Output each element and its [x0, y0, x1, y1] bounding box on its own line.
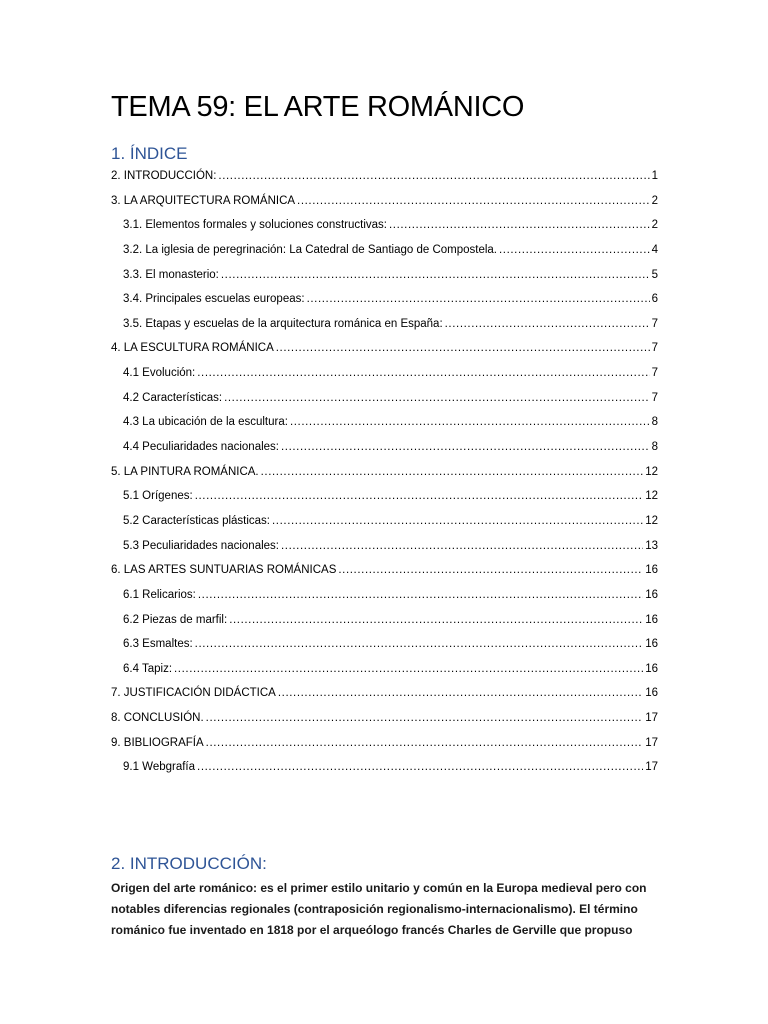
- toc-entry[interactable]: [111, 435, 658, 460]
- toc-entry[interactable]: [111, 681, 658, 706]
- toc-entry-page: 13: [645, 539, 658, 552]
- toc-leader-dots: [261, 460, 644, 485]
- toc-entry-page: 5: [651, 268, 658, 281]
- toc-entry-page: 7: [651, 317, 658, 330]
- toc-leader-dots: [338, 558, 643, 583]
- introduction-heading: 2. INTRODUCCIÓN:: [111, 854, 267, 873]
- toc-entry[interactable]: [111, 509, 658, 534]
- toc-entry-text: 4.3 La ubicación de la escultura:: [123, 416, 288, 429]
- toc-entry-page: 16: [645, 662, 658, 675]
- toc-leader-dots: [276, 336, 650, 361]
- toc-entry-page: 7: [651, 391, 658, 404]
- toc-entry[interactable]: [111, 263, 658, 288]
- toc-entry-page: 16: [645, 588, 658, 601]
- toc-entry-page: 16: [645, 613, 658, 626]
- toc-entry[interactable]: [111, 189, 658, 214]
- toc-entry-page: 8: [651, 416, 658, 429]
- toc-leader-dots: [221, 263, 650, 288]
- toc-entry-page: 12: [645, 465, 658, 478]
- toc-leader-dots: [389, 213, 650, 238]
- toc-entry[interactable]: [111, 287, 658, 312]
- toc-entry[interactable]: [111, 755, 658, 780]
- toc-leader-dots: [445, 312, 650, 337]
- toc-entry-text: 4. LA ESCULTURA ROMÁNICA: [111, 342, 274, 355]
- toc-entry-page: 17: [645, 736, 658, 749]
- toc-entry-page: 1: [651, 170, 658, 182]
- toc-entry[interactable]: [111, 336, 658, 361]
- toc-entry-page: 16: [645, 638, 658, 651]
- toc-entry-page: 6: [651, 293, 658, 306]
- toc-entry-text: 3. LA ARQUITECTURA ROMÁNICA: [111, 194, 296, 207]
- document-title: TEMA 59: EL ARTE ROMÁNICO: [111, 91, 525, 123]
- toc-leader-dots: [297, 189, 650, 214]
- toc-entry-text: 5.2 Características plásticas:: [123, 514, 271, 527]
- toc-entry[interactable]: [111, 312, 658, 337]
- toc-entry-page: 7: [651, 367, 658, 380]
- toc-leader-dots: [218, 164, 649, 189]
- toc-entry[interactable]: [111, 534, 658, 559]
- toc-entry-text: 9.1 Webgrafía: [123, 761, 196, 774]
- toc-entry-text: 8. CONCLUSIÓN.: [111, 712, 204, 725]
- toc-leader-dots: [229, 608, 643, 633]
- toc-entry-text: 3.2. La iglesia de peregrinación: La Catedral de Santiago de Compostela.: [123, 243, 497, 256]
- toc-entry-page: 7: [651, 342, 658, 355]
- toc-leader-dots: [281, 534, 643, 559]
- toc-entry[interactable]: [111, 484, 658, 509]
- toc-entry[interactable]: [111, 164, 658, 189]
- toc-leader-dots: [224, 386, 650, 411]
- toc-entry[interactable]: [111, 460, 658, 485]
- toc-entry-text: 5.1 Orígenes:: [123, 490, 193, 503]
- toc-entry[interactable]: [111, 386, 658, 411]
- toc-entry-page: 16: [645, 687, 658, 700]
- toc-entry-page: 17: [645, 761, 658, 774]
- toc-entry-page: 4: [651, 243, 658, 256]
- toc-leader-dots: [197, 755, 643, 780]
- toc-entry[interactable]: [111, 410, 658, 435]
- toc-entry-text: 3.3. El monasterio:: [123, 268, 219, 281]
- toc-entry[interactable]: [111, 608, 658, 633]
- toc-entry-text: 4.4 Peculiaridades nacionales:: [123, 441, 279, 454]
- toc-entry-page: 2: [651, 194, 658, 207]
- toc-entry-text: 6.4 Tapiz:: [123, 662, 173, 675]
- toc-entry-text: 3.5. Etapas y escuelas de la arquitectura románica en España:: [123, 317, 443, 330]
- toc-entry-page: 12: [645, 514, 658, 527]
- toc-leader-dots: [206, 731, 644, 756]
- toc-entry[interactable]: [111, 238, 658, 263]
- toc-heading: 1. ÍNDICE: [111, 144, 188, 163]
- toc-leader-dots: [307, 287, 650, 312]
- toc-entry[interactable]: [111, 632, 658, 657]
- toc-leader-dots: [499, 238, 650, 263]
- toc-entry-page: 17: [645, 712, 658, 725]
- toc-entry-text: 3.4. Principales escuelas europeas:: [123, 293, 305, 306]
- toc-entry[interactable]: [111, 361, 658, 386]
- toc-entry-page: 8: [651, 441, 658, 454]
- toc-leader-dots: [195, 632, 644, 657]
- toc-entry-text: 4.2 Características:: [123, 391, 223, 404]
- toc-leader-dots: [195, 484, 644, 509]
- toc-entry[interactable]: [111, 558, 658, 583]
- toc-entry[interactable]: [111, 706, 658, 731]
- toc-entry-text: 6. LAS ARTES SUNTUARIAS ROMÁNICAS: [111, 564, 337, 577]
- toc-entry[interactable]: [111, 583, 658, 608]
- toc-entry-text: 9. BIBLIOGRAFÍA: [111, 736, 204, 749]
- toc-leader-dots: [281, 435, 650, 460]
- toc-entry-text: 5. LA PINTURA ROMÁNICA.: [111, 465, 259, 478]
- toc-entry-text: 3.1. Elementos formales y soluciones constructivas:: [123, 219, 387, 232]
- toc-leader-dots: [290, 410, 650, 435]
- toc-entry-text: 5.3 Peculiaridades nacionales:: [123, 539, 279, 552]
- toc-leader-dots: [198, 583, 643, 608]
- toc-leader-dots: [197, 361, 649, 386]
- toc-entry[interactable]: [111, 657, 658, 682]
- toc-entry[interactable]: [111, 731, 658, 756]
- toc-leader-dots: [278, 681, 643, 706]
- toc-entry-page: 12: [645, 490, 658, 503]
- toc-entry-text: 6.3 Esmaltes:: [123, 638, 193, 651]
- toc-leader-dots: [272, 509, 643, 534]
- toc-entry[interactable]: [111, 213, 658, 238]
- toc-leader-dots: [206, 706, 644, 731]
- toc-entry-page: 16: [645, 564, 658, 577]
- toc-entry-text: 7. JUSTIFICACIÓN DIDÁCTICA: [111, 687, 276, 700]
- toc-entry-text: 2. INTRODUCCIÓN:: [111, 170, 217, 182]
- toc-leader-dots: [174, 657, 643, 682]
- table-of-contents: [111, 164, 658, 780]
- toc-entry-text: 4.1 Evolución:: [123, 367, 196, 380]
- toc-entry-page: 2: [651, 219, 658, 232]
- introduction-paragraph: Origen del arte románico: es el primer estilo unitario y común en la Europa medieval pero con notables diferencias regionales (contraposición regionalismo-internacionalismo). El término románico fue inventado en 1818 por el arqueólogo francés Charles de Gerville que propuso: [111, 881, 647, 937]
- toc-entry-text: 6.1 Relicarios:: [123, 588, 196, 601]
- toc-entry-text: 6.2 Piezas de marfil:: [123, 613, 228, 626]
